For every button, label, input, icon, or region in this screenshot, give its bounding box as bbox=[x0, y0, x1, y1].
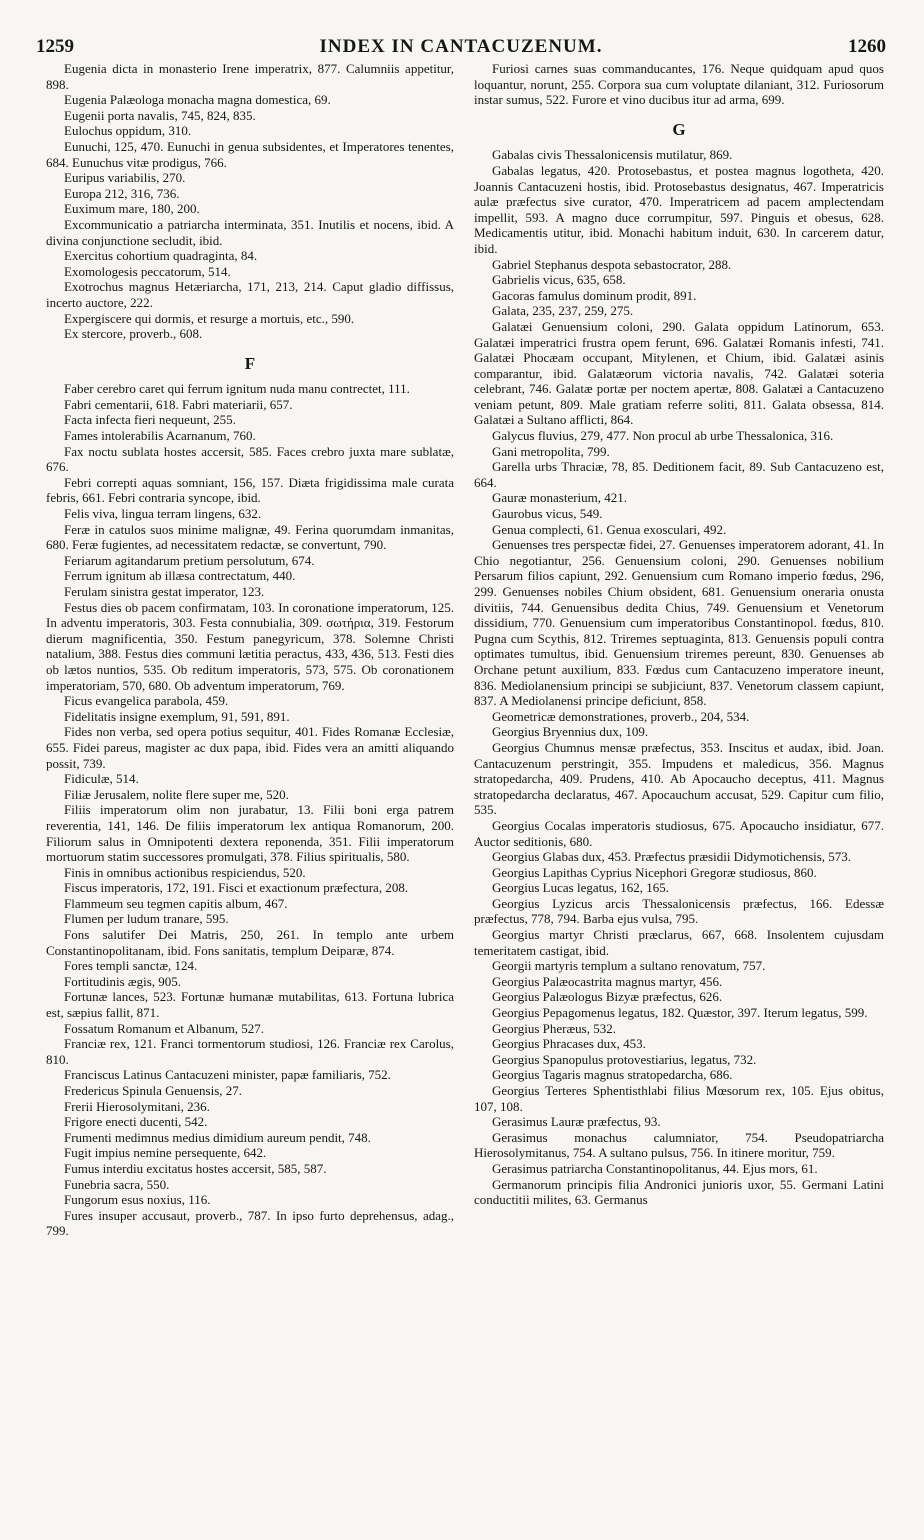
running-title: INDEX IN CANTACUZENUM. bbox=[319, 36, 603, 57]
index-entry: Georgius Pepagomenus legatus, 182. Quæstor, 397. Iterum legatus, 599. bbox=[492, 1005, 868, 1021]
index-entry: Germanorum principis filia Andronici junioris uxor, 55. Germani Latini conductitii milites, 63. Germanus bbox=[474, 1176, 884, 1208]
index-entry: Feræ in catulos suos minime malignæ, 49. Ferina quorumdam inmanitas, 680. Feræ fugientes, ad necessitatem redactæ, se convertunt, 790. bbox=[46, 521, 454, 553]
index-entry: Gaurobus vicus, 549. bbox=[492, 506, 603, 522]
index-entry: Exercitus cohortium quadraginta, 84. bbox=[64, 248, 258, 264]
index-entry: Gabalas civis Thessalonicensis mutilatur, 869. bbox=[492, 147, 733, 163]
index-entry: Galata, 235, 237, 259, 275. bbox=[492, 303, 634, 319]
index-entry: Fores templi sanctæ, 124. bbox=[64, 958, 198, 974]
section-heading-g: G bbox=[672, 119, 686, 139]
index-entry: Georgius Cocalas imperatoris studiosus, 675. Apocaucho insidiatur, 677. Auctor seditionis, 680. bbox=[474, 817, 884, 849]
right-column bbox=[474, 61, 884, 1208]
index-entry: Fossatum Romanum et Albanum, 527. bbox=[64, 1020, 265, 1036]
left-entries-e bbox=[46, 61, 454, 342]
index-entry: Festus dies ob pacem confirmatam, 103. In coronatione imperatorum, 125. In adventu imperatoris, 303. Festa connubialia, 309. σωτήρια, 319. Festorum dierum magnificentia, 350. Festum panegyricum, 378. Solemne Christi natalium, 388. Festus dies communi lætitia peractus, 433, 436, 513. Festi dies ob lætos nuntios, 535. Ob reditum imperatoris, 573, 575. Ob coronationem imperatoriam, 570, 680. Ob adventum imperatorum, 769. bbox=[46, 599, 454, 693]
page-number-left: 1259 bbox=[36, 36, 74, 57]
index-entry: Flammeum seu tegmen capitis album, 467. bbox=[64, 895, 288, 911]
index-entry: Fames intolerabilis Acarnanum, 760. bbox=[64, 428, 256, 444]
index-entry: Euximum mare, 180, 200. bbox=[64, 201, 200, 217]
index-entry: Funebria sacra, 550. bbox=[64, 1176, 170, 1192]
index-entry: Georgius Tagaris magnus stratopedarcha, 686. bbox=[492, 1067, 733, 1083]
index-entry: Eugenii porta navalis, 745, 824, 835. bbox=[64, 107, 256, 123]
index-entry: Finis in omnibus actionibus respiciendus, 520. bbox=[64, 864, 306, 880]
index-entry: Geometricæ demonstrationes, proverb., 204, 534. bbox=[492, 708, 750, 724]
index-entry: Ficus evangelica parabola, 459. bbox=[64, 693, 229, 709]
page-number-right: 1260 bbox=[848, 36, 886, 57]
index-entry: Fugit impius nemine persequente, 642. bbox=[64, 1145, 267, 1161]
index-entry: Gabriel Stephanus despota sebastocrator, 288. bbox=[492, 256, 732, 272]
index-entry: Ex stercore, proverb., 608. bbox=[64, 326, 203, 342]
index-entry: Fumus interdiu excitatus hostes accersit, 585, 587. bbox=[64, 1160, 327, 1176]
index-entry: Fons salutifer Dei Matris, 250, 261. In templo ante urbem Constantinopolitanam, ibid. Fons sanitatis, templum Deiparæ, 874. bbox=[46, 927, 454, 958]
index-entry: Facta infecta fieri nequeunt, 255. bbox=[64, 412, 236, 428]
index-entry: Georgius Palæologus Bizyæ præfectus, 626. bbox=[492, 989, 723, 1005]
right-entries-f bbox=[474, 61, 884, 108]
index-entry: Eunuchi, 125, 470. Eunuchi in genua subsidentes, et Imperatores tenentes, 684. Eunuchus vitæ prodigus, 766. bbox=[46, 138, 454, 170]
index-entry: Georgius Palæocastrita magnus martyr, 456. bbox=[492, 973, 723, 989]
index-entry: Fredericus Spinula Genuensis, 27. bbox=[64, 1083, 243, 1098]
index-entry: Gabrielis vicus, 635, 658. bbox=[492, 272, 626, 288]
index-entry: Expergiscere qui dormis, et resurge a mortuis, etc., 590. bbox=[64, 310, 355, 326]
index-entry: Faber cerebro caret qui ferrum ignitum nuda manu contrectet, 111. bbox=[64, 381, 410, 397]
index-entry: Fungorum esus noxius, 116. bbox=[64, 1192, 211, 1208]
index-entry: Gerasimus monachus calumniator, 754. Pseudopatriarcha Hierosolymitanus, 754. A sultano pulsus, 756. In itinere moritur, 759. bbox=[474, 1129, 884, 1161]
index-entry: Georgius martyr Christi præclarus, 667, 668. Insolentem cujusdam temeritatem castigat, ibid. bbox=[474, 927, 884, 958]
index-entry: Georgius Lapithas Cyprius Nicephori Gregoræ studiosus, 860. bbox=[492, 864, 817, 880]
right-entries-g bbox=[474, 147, 884, 1207]
index-entry: Fidiculæ, 514. bbox=[64, 771, 139, 787]
left-entries-f bbox=[46, 381, 454, 1239]
index-entry: Fides non verba, sed opera potius sequitur, 401. Fides Romanæ Ecclesiæ, 655. Fidei pareus, magister ac dux papa, ibid. Fides vera an amitti aliquando possit, 739. bbox=[46, 724, 454, 771]
index-entry: Gerasimus patriarcha Constantinopolitanus, 44. Ejus mors, 61. bbox=[492, 1160, 818, 1176]
index-entry: Genuenses tres perspectæ fidei, 27. Genuenses imperatorem adorant, 41. In Chio negotiantur, 256. Genuensium coloni, 290. Genuenses nobilium Persarum filios capiunt, 292. Genuensium cum Romano imperio fœdus, 296, 299. Genuenses nobiles Chium obsident, 681. Genuensium oneraria onusta divitiis, 744. Genuensibus dedita Chius, 749. Genuensium et Venetorum dissidium, 770. Genuensium cum imperatoribus Constantinopol. fœdus, 810. Pugna cum Scythis, 812. Triremes septuaginta, 813. Genuensis populi contra optimates tumultus, ibid. Genuensium triremes pereunt, 830. Genuenses ab Orchane petunt auxilium, 833. Fœdus cum Cantacuzeno imperatore ineunt, 836. Mediolanensium principi se subjiciunt, 837. Venetorum classem capiunt, 837. A Mediolanensi principe deficiunt, 858. bbox=[474, 537, 884, 709]
index-entry: Georgius Bryennius dux, 109. bbox=[492, 724, 649, 740]
index-entry: Felis viva, lingua terram lingens, 632. bbox=[64, 506, 262, 522]
index-entry: Gacoras famulus dominum prodit, 891. bbox=[492, 287, 697, 303]
index-entry: Fures insuper accusaut, proverb., 787. In ipso furto deprehensus, adag., 799. bbox=[46, 1207, 454, 1239]
index-entry: Georgius Phracases dux, 453. bbox=[492, 1036, 646, 1052]
index-entry: Excommunicatio a patriarcha interminata, 351. Inutilis et nocens, ibid. A divina conjunctione secludit, ibid. bbox=[46, 216, 454, 248]
index-entry: Fiscus imperatoris, 172, 191. Fisci et exactionum præfectura, 208. bbox=[64, 880, 409, 896]
index-entry: Gerasimus Lauræ præfectus, 93. bbox=[492, 1114, 661, 1130]
index-entry: Feriarum agitandarum pretium persolutum, 674. bbox=[64, 552, 315, 568]
index-entry: Exomologesis peccatorum, 514. bbox=[64, 263, 231, 279]
index-entry: Ferulam sinistra gestat imperator, 123. bbox=[64, 584, 265, 599]
index-entry: Gabalas legatus, 420. Protosebastus, et postea magnus logotheta, 420. Joannis Cantacuzeni hostis, ibid. Protosebastus designatus, 467. Imperatricis aulæ præfectus sive curator, 470. Imperatricem ad pacem amplectendam impellit, 593. A magno duce corrumpitur, 597. Pinguis et obesus, 628. Medicamentis utitur, ibid. Monachi habitum induit, 630. In carcerem datur, ibid. bbox=[474, 162, 884, 256]
index-entry: Euripus variabilis, 270. bbox=[64, 170, 186, 186]
index-entry: Fortitudinis ægis, 905. bbox=[64, 973, 182, 989]
index-entry: Georgius Pheræus, 532. bbox=[492, 1020, 616, 1036]
index-entry: Georgius Terteres Sphentisthlabi filius Mœsorum rex, 105. Ejus obitus, 107, 108. bbox=[474, 1083, 884, 1114]
index-entry: Frumenti medimnus medius dimidium aureum pendit, 748. bbox=[64, 1129, 371, 1145]
left-column bbox=[46, 61, 454, 1239]
index-entry: Eugenia Palæologa monacha magna domestica, 69. bbox=[64, 92, 331, 108]
index-entry: Europa 212, 316, 736. bbox=[64, 185, 180, 201]
index-entry: Fidelitatis insigne exemplum, 91, 591, 891. bbox=[64, 708, 290, 724]
index-entry: Georgius Spanopulus protovestiarius, legatus, 732. bbox=[492, 1051, 757, 1067]
index-entry: Galycus fluvius, 279, 477. Non procul ab urbe Thessalonica, 316. bbox=[492, 428, 834, 444]
index-entry: Georgius Lyzicus arcis Thessalonicensis præfectus, 166. Edessæ præfectus, 778, 794. Barba ejus vulsa, 795. bbox=[474, 895, 884, 927]
page-header bbox=[36, 36, 886, 60]
index-entry: Frerii Hierosolymitani, 236. bbox=[64, 1098, 210, 1114]
index-entry: Gani metropolita, 799. bbox=[492, 443, 610, 459]
index-entry: Febri correpti aquas somniant, 156, 157. Diæta frigidissima male curata febris, 661. Febri contraria syncope, ibid. bbox=[46, 474, 454, 506]
index-entry: Filiis imperatorum olim non jurabatur, 13. Filii boni erga patrem reverentia, 141, 146. De filiis imperatorum lex antiqua Romanorum, 200. Filiorum salus in Omnipotenti dextera reponenda, 351. Filii imperatorum mortuorum statim successores promulgati, 378. Filius spiritualis, 580. bbox=[46, 802, 454, 865]
index-entry: Genua complecti, 61. Genua exosculari, 492. bbox=[492, 521, 727, 537]
index-entry: Flumen per ludum tranare, 595. bbox=[64, 911, 229, 927]
index-entry: Galatæi Genuensium coloni, 290. Galata oppidum Latinorum, 653. Galatæi imperatrici frustra opem ferunt, 696. Galatæi Romanis infesti, 741. Galatæi Phocæam occupant, Mitylenen, et Chium, ibid. Galatæi asinis comparantur, ibid. Galatæorum victoria navalis, 742. Galatæi soteria celebrant, 746. Galatæ portæ per noctem apertæ, 808. Galatæi a Cantacuzeno veniam petunt, 809. Male gratiam referre soliti, 811. Galata obsessa, 814. Galatæi a Sultano afflicti, 864. bbox=[474, 318, 884, 428]
index-entry: Furiosi carnes suas commanducantes, 176. Neque quidquam apud quos loquantur, norunt, 255. Corpora sua cum voluptate dilaniant, 312. Furiosorum instar sumus, 522. Furore et vino ducibus itur ad arma, 699. bbox=[474, 61, 884, 108]
index-entry: Eugenia dicta in monasterio Irene imperatrix, 877. Calumniis appetitur, 898. bbox=[46, 61, 454, 92]
index-entry: Franciæ rex, 121. Franci tormentorum studiosi, 126. Franciæ rex Carolus, 810. bbox=[46, 1036, 454, 1067]
index-entry: Georgius Glabas dux, 453. Præfectus præsidii Didymotichensis, 573. bbox=[492, 849, 852, 865]
index-entry: Exotrochus magnus Hetæriarcha, 171, 213, 214. Caput gladio diffissus, incerto auctore, 222. bbox=[46, 279, 454, 310]
index-entry: Fortunæ lances, 523. Fortunæ humanæ mutabilitas, 613. Fortuna lubrica est, sæpius fallit, 871. bbox=[46, 989, 454, 1021]
index-entry: Fabri cementarii, 618. Fabri materiarii, 657. bbox=[64, 396, 293, 412]
index-entry: Filiæ Jerusalem, nolite flere super me, 520. bbox=[64, 786, 289, 802]
index-entry: Georgii martyris templum a sultano renovatum, 757. bbox=[492, 958, 766, 974]
index-entry: Georgius Lucas legatus, 162, 165. bbox=[492, 880, 670, 896]
index-entry: Eulochus oppidum, 310. bbox=[64, 123, 192, 139]
index-entry: Garella urbs Thraciæ, 78, 85. Deditionem facit, 89. Sub Cantacuzeno est, 664. bbox=[474, 459, 884, 490]
index-entry: Ferrum ignitum ab illæsa contrectatum, 440. bbox=[64, 568, 296, 584]
index-entry: Fax noctu sublata hostes accersit, 585. Faces crebro juxta mare sublatæ, 676. bbox=[46, 443, 454, 475]
index-entry: Gauræ monasterium, 421. bbox=[492, 490, 628, 506]
index-entry: Franciscus Latinus Cantacuzeni minister, papæ familiaris, 752. bbox=[64, 1067, 391, 1083]
index-entry: Frigore enecti ducenti, 542. bbox=[64, 1114, 208, 1130]
section-heading-f: F bbox=[244, 353, 256, 373]
index-entry: Georgius Chumnus mensæ præfectus, 353. Inscitus et audax, ibid. Joan. Cantacuzenum perstringit, 355. Impudens et maledicus, 356. Magnus stratopedarcha, 409. Prudens, 410. Ab Apocaucho deceptus, 411. Magnus stratopedarcha declaratus, 467. Apocauchum accusat, 529. Capitur cum filio, 535. bbox=[474, 739, 884, 818]
